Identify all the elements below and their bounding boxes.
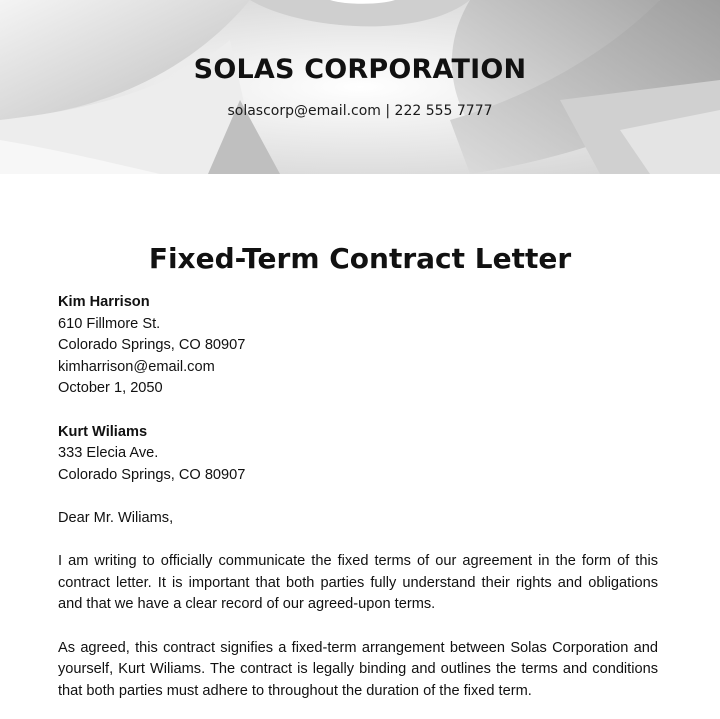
letterhead-banner bbox=[0, 0, 720, 174]
company-contact: solascorp@email.com | 222 555 7777 bbox=[227, 103, 493, 119]
recipient-city: Colorado Springs, CO 80907 bbox=[58, 466, 246, 483]
letter-date: October 1, 2050 bbox=[58, 380, 163, 397]
sender-city: Colorado Springs, CO 80907 bbox=[58, 337, 246, 354]
sender-email: kimharrison@email.com bbox=[58, 358, 215, 375]
sender-street: 610 Fillmore St. bbox=[58, 315, 161, 332]
sender-name: Kim Harrison bbox=[58, 294, 150, 310]
body-paragraph: As agreed, this contract signifies a fixed-term arrangement between Solas Corporation and yourself, Kurt Wiliams. The contract is legally binding and outlines the terms and conditions that both parties must adhere to throughout the duration of the fixed term. bbox=[58, 639, 658, 699]
body-paragraph: I am writing to officially communicate the fixed terms of our agreement in the form of this contract letter. It is important that both parties fully understand their rights and obligations and that we have a clear record of our agreed-upon terms. bbox=[58, 553, 658, 613]
document-title: Fixed-Term Contract Letter bbox=[148, 242, 572, 275]
salutation: Dear Mr. Wiliams, bbox=[58, 509, 174, 526]
company-name: SOLAS CORPORATION bbox=[193, 54, 527, 85]
abstract-gray-background bbox=[0, 0, 720, 174]
recipient-street: 333 Elecia Ave. bbox=[58, 445, 159, 462]
letter-body bbox=[58, 292, 658, 702]
recipient-name: Kurt Wiliams bbox=[58, 423, 148, 440]
